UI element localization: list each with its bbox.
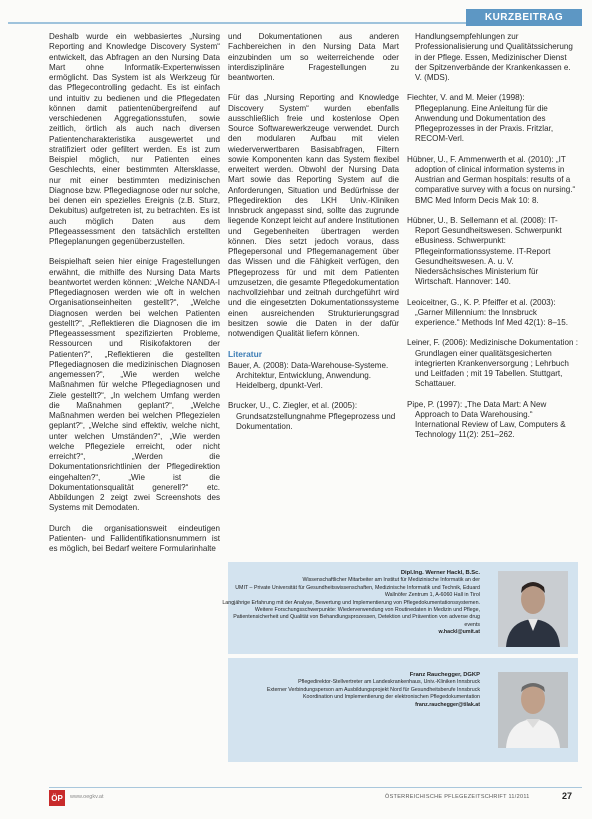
author-bio-line: Externer Verbindungsperson am Ausbildungsprojekt Nord für Gesundheitsberufe Innsbruck	[266, 686, 480, 693]
author-photo	[498, 672, 568, 748]
reference-item: Hübner, U., B. Sellemann et al. (2008): IT-Report Gesundheitswesen. Schwerpunkt eBusiness. Schwerpunkt: Pflegeinformationssysteme. IT-Report Gesundheitswesen. A. u. V. Niedersächsisches Ministerium für Wirtschaft. Hannover: 140.	[407, 215, 562, 287]
author-box-2	[228, 658, 578, 762]
author-bio	[222, 570, 480, 637]
reference-item: Handlungsempfehlungen zur Professionalisierung und Qualitätssicherung in der Pflege. Essen, Medizinischer Dienst der Spitzenverbände der Krankenkassen e. V. (MDS).	[415, 32, 573, 82]
paragraph: Durch die organisationsweit eindeutigen Patienten- und Fallidentifikationsnummern ist es möglich, bei Bedarf weitere Formularinhalte	[49, 523, 220, 553]
footer-publication: ÖSTERREICHISCHE PFLEGEZEITSCHRIFT 11/2011	[385, 794, 530, 800]
author-email: franz.rauchegger@tilak.at	[415, 701, 480, 708]
paragraph: Für das „Nursing Reporting and Knowledge Discovery System“ wurden ebenfalls ausschließlich freie und kostenlose Open Source Softwarewerkzeuge verwendet. Durch den modularen Aufbau mit vielen wiederverwertbaren Basisabfragen, Filtern sowie Komponenten kann das System flexibel erweitert werden. Obwohl der Nursing Data Mart sowie das Reporting System auf die Anforderungen, Situation und Bedürfnisse der Pflegedirektion des LKH Univ.-Kliniken Innsbruck angepasst sind, sollte das zugrunde liegende Konzept leicht auf andere Institutionen und Gegebenheiten übertragen werden können. Dies setzt jedoch voraus, dass Pflegepersonal und Pflegemanagement über das Wissen und die Fähigkeit verfügen, den Pflegeprozess für und mit dem Patienten umzusetzen, die gesamte Pflegedokumentation nachvollziehbar und zeitnah durchgeführt wird und die eingesetzten Dokumentationssysteme einen ausreichenden Strukturierungsgrad besitzen sowie die Daten in der dafür notwendigen Qualität liefern können.	[228, 93, 399, 338]
author-photo	[498, 571, 568, 647]
author-box-1	[222, 562, 578, 654]
footer-rule	[49, 787, 582, 788]
reference-list	[407, 32, 578, 441]
author-bio-line: Pflegedirektor-Stellvertreter am Landeskrankenhaus, Univ.-Kliniken Innsbruck	[298, 679, 480, 686]
page-number: 27	[562, 791, 573, 801]
literature-heading: Literatur	[228, 349, 262, 360]
paragraph: Beispielhaft seien hier einige Fragestellungen erwähnt, die mithilfe des Nursing Data Marts beantwortet werden können: „Welche NANDA-I Pflegediagnosen werden wie oft in welchen Organisationseinheiten gestellt?“, „Welche Diagnosen werden bei welchen Patienten gestellt?“, „Reflektieren die Diagnosen die im Pflegeassessment spezifizierten Probleme, Ressourcen und Risikofaktoren der Patienten?“, „Reflektieren die gestellten Pflegediagnosen die medizinischen Diagnosen angemessen?“, „Wie werden welche Maßnahmen für welche Pflegediagnosen und Ziele gestellt?“, „In welchem Umfang werden die Maßnahmen geplant?“, „Welche Maßnahmen werden bei welchen Pflegezielen geplant?“, „Welche sind effektiv, welche nicht, unter welchen Umständen?“, „Wie werden welche Pflegeziele erreicht, oder nicht erreicht?“, „Werden die Dokumentationsrichtlinien der Pflegedirektion eingehalten?“, „Wie ist die Dokumentationsqualität generell?“ etc. Abbildungen 2 zeigt zwei Screenshots des Systems mit Demodaten.	[49, 257, 220, 513]
author-bio-line: Wissenschaftlicher Mitarbeiter am Institut für Medizinische Informatik an der	[302, 577, 480, 584]
author-name: Dipl.Ing. Werner Hackl, B.Sc.	[400, 570, 480, 576]
column-3	[407, 32, 578, 451]
header-bar	[0, 0, 592, 34]
reference-item: Leiner, F. (2006): Medizinische Dokumentation : Grundlagen einer qualitätsgesicherten integrierten Krankenversorgung ; Lehrbuch und Leitfaden ; mit 19 Tabellen. Stuttgart, Schattauer.	[407, 338, 578, 389]
reference-item: Bauer, A. (2008): Data-Warehouse-Systeme. Architektur, Entwicklung, Anwendung. Heidelberg, dpunkt-Verl.	[228, 360, 389, 390]
reference-item: Hübner, U., F. Ammenwerth et al. (2010): „IT adoption of clinical information systems in Austrian and German hospitals: results of a comparative survey with a focus on nursing.“ BMC Med Inform Decis Mak 10: 8.	[407, 154, 576, 205]
author-email: w.hackl@umit.at	[438, 629, 480, 636]
journal-logo: ÖP	[49, 790, 65, 806]
author-bio	[222, 672, 480, 709]
column-1	[49, 32, 220, 564]
paragraph: und Dokumentationen aus anderen Fachbereichen in den Nursing Data Mart einzubinden um so weiterreichende oder interdisziplinäre Fragestellungen zu beantworten.	[228, 32, 399, 82]
reference-item: Fiechter, V. and M. Meier (1998): Pflegeplanung. Eine Anleitung für die Anwendung und Dokumentation des Pflegeprozesses in der Praxis. Fritzlar, RECOM-Verl.	[407, 93, 554, 144]
section-label: KURZBEITRAG	[466, 9, 582, 26]
portrait-image	[498, 672, 568, 748]
author-name: Franz Rauchegger, DGKP	[409, 672, 480, 678]
footer-url[interactable]: www.oegkv.at	[70, 794, 104, 800]
author-bio-line: Koordination und Implementierung der elektronischen Pflegedokumentation	[303, 694, 480, 701]
reference-item: Leoiceitner, G., K. P. Pfeiffer et al. (2003): „Garner Millennium: the Innsbruck experience.“ Methods Inf Med 42(1): 8–15.	[407, 297, 568, 327]
reference-item: Brucker, U., C. Ziegler, et al. (2005): Grundsatzstellungnahme Pflegeprozess und Dokumentation.	[228, 401, 396, 431]
portrait-image	[498, 571, 568, 647]
column-2	[228, 32, 399, 442]
author-bio-line: UMIT – Private Universität für Gesundheitswissenschaften, Medizinische Informatik und Technik, Eduard Wallnöfer Zentrum 1, A-6060 Hall in Tirol	[235, 584, 480, 599]
author-bio-line: Langjährige Erfahrung mit der Analyse, Bewertung und Implementierung von Pflegedokumentationssystemen.	[222, 599, 480, 606]
reference-item: Pipe, P. (1997): „The Data Mart: A New Approach to Data Warehousing.“ International Review of Law, Computers & Technology 11(2): 251–262.	[407, 399, 566, 440]
paragraph: Deshalb wurde ein webbasiertes „Nursing Reporting and Knowledge Discovery System“ entwickelt, das Abfragen an den Nursing Data Mart ohne Informatik-Expertenwissen ermöglicht. Das System ist als Werkzeug für das Pflegecontrolling gedacht. Es ist einfach und intuitiv zu bedienen und die Pflegedaten können damit patientenübergreifend auf verschiedenen Aggregationsstufen, sowie zeitlich, örtlich als auch nach diversen Patientencharakteristika ausgewertet und stratifiziert oder gefiltert werden. Es ist zum Beispiel möglich, nur Patienten eines Geschlechts, einer bestimmten Altersklasse, nur mit einer bestimmten medizinischen Diagnose bzw. Pflegediagnose oder nur solche, bei denen ein spezielles Ereignis (z.B. Sturz, Dekubitus) aufgetreten ist, zu betrachten. Es ist auch möglich Daten aus dem Pflegeassessment den tatsächlich erstellten Pflegeplanungen gegenüberzustellen.	[49, 32, 220, 246]
reference-list	[228, 361, 399, 433]
author-bio-line: Weitere Forschungsschwerpunkte: Wiederverwendung von Routinedaten in Medizin und Pflege, Patientensicherheit und Qualität von Behandlungsprozessen, Detektion und Prävention von adverse drug events	[233, 607, 480, 628]
